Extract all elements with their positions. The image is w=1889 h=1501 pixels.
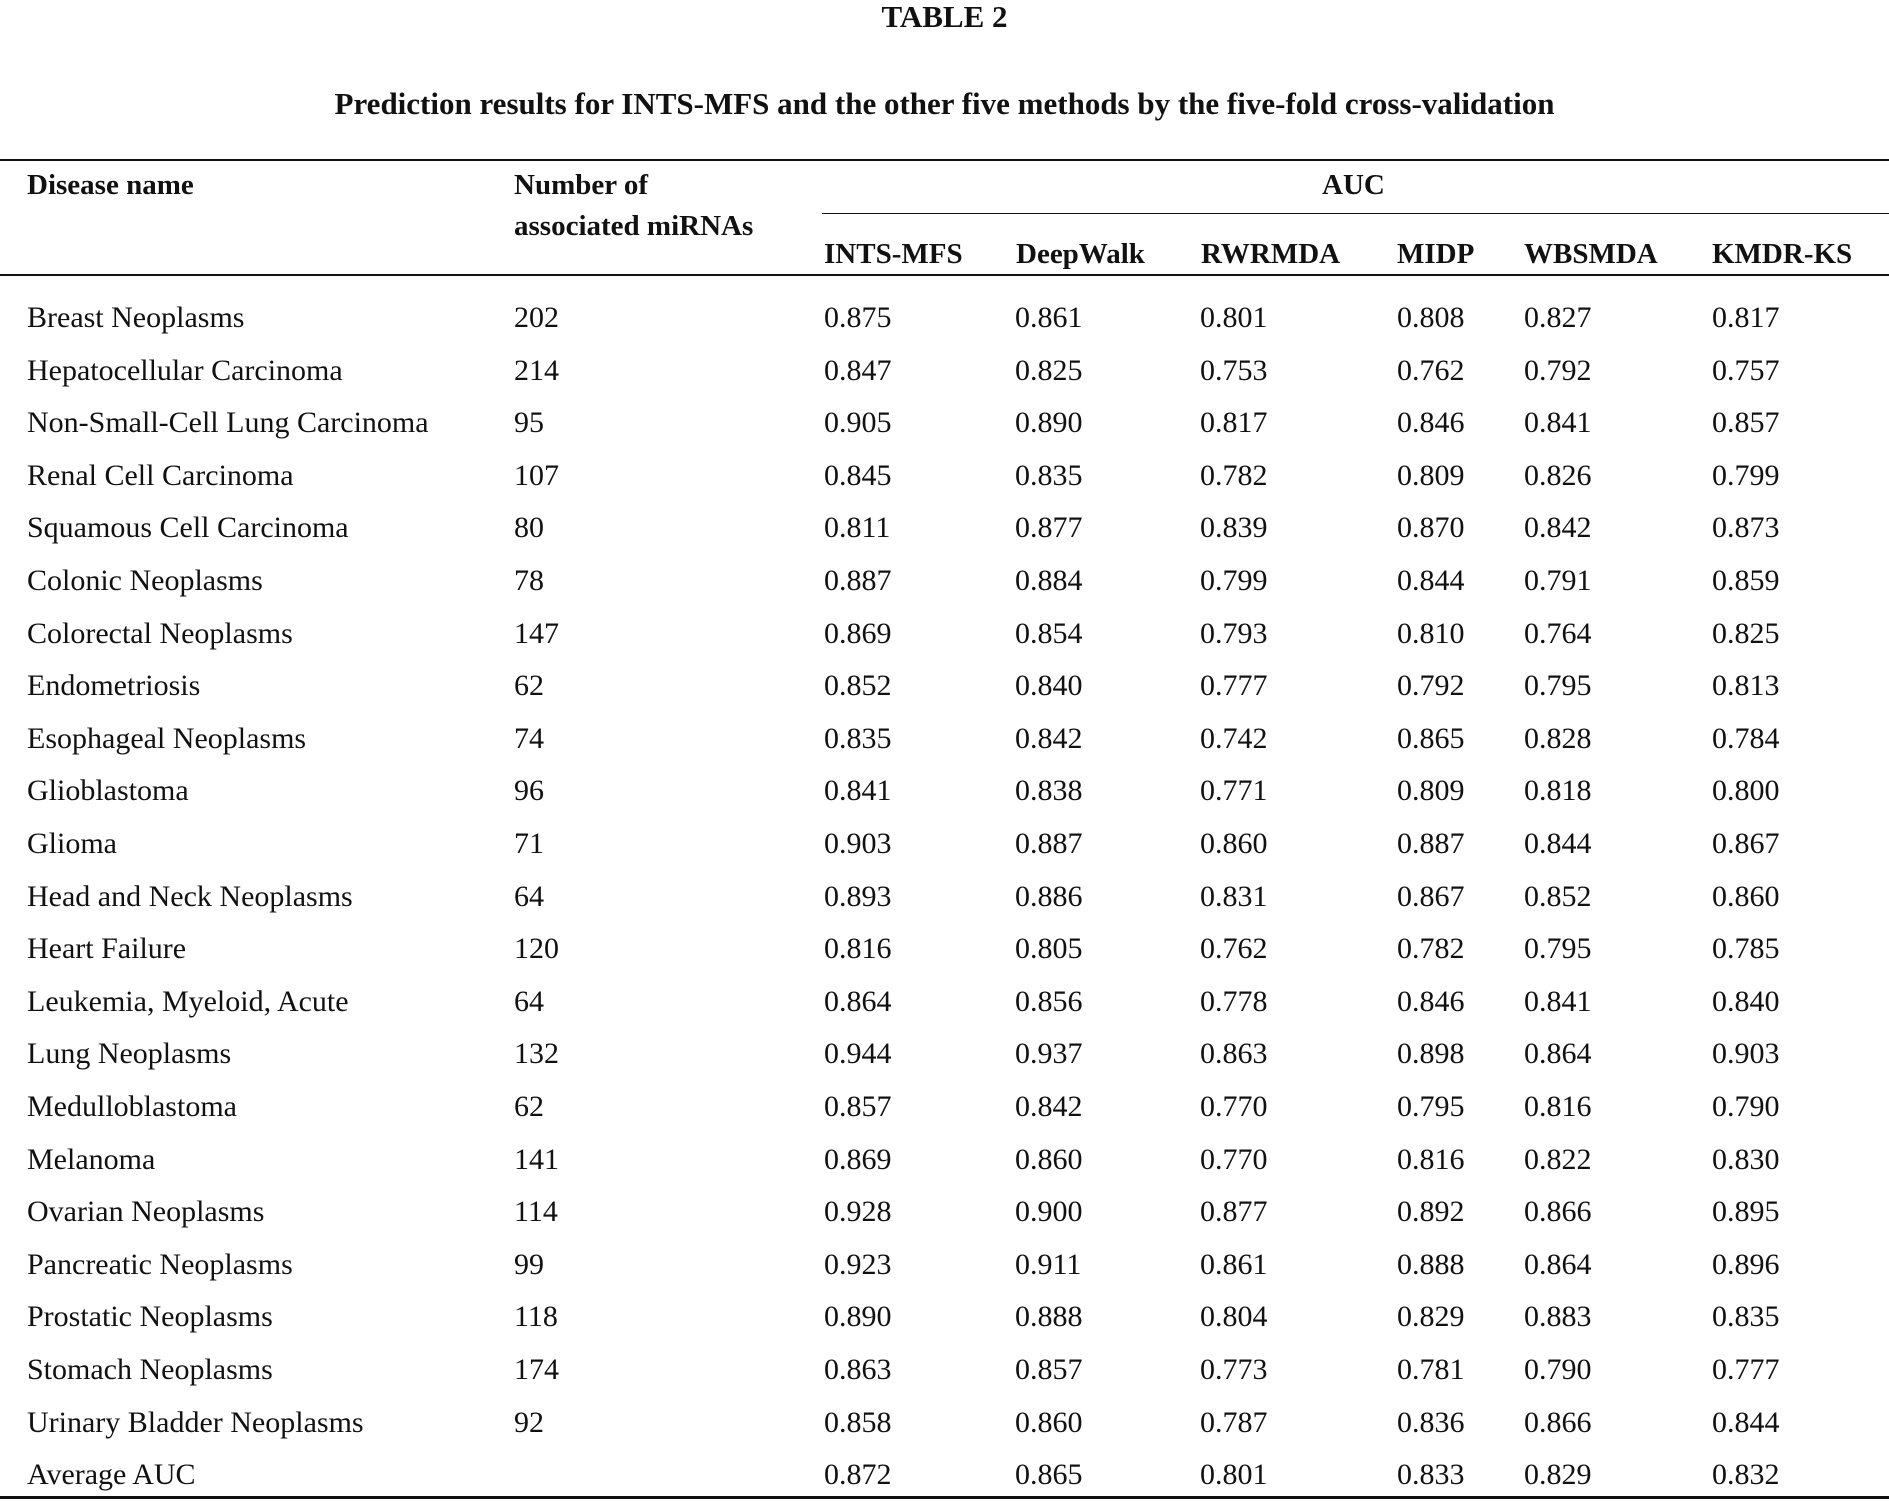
associated-mirna-count-cell: 99 [514, 1248, 544, 1281]
auc-value-cell: 0.903 [1712, 1037, 1780, 1070]
auc-value-cell: 0.809 [1397, 774, 1465, 807]
auc-value-cell: 0.762 [1200, 932, 1268, 965]
auc-value-cell: 0.898 [1397, 1037, 1465, 1070]
associated-mirna-count-cell: 174 [514, 1353, 559, 1386]
auc-value-cell: 0.903 [824, 827, 892, 860]
auc-value-cell: 0.911 [1015, 1248, 1082, 1281]
associated-mirna-count-cell: 141 [514, 1143, 559, 1176]
auc-value-cell: 0.808 [1397, 301, 1465, 334]
auc-value-cell: 0.869 [824, 1143, 892, 1176]
auc-value-cell: 0.799 [1200, 564, 1268, 597]
auc-value-cell: 0.795 [1524, 669, 1592, 702]
disease-name-cell: Endometriosis [27, 669, 201, 702]
auc-value-cell: 0.905 [824, 406, 892, 439]
auc-value-cell: 0.811 [824, 511, 891, 544]
auc-value-cell: 0.846 [1397, 406, 1465, 439]
auc-value-cell: 0.792 [1397, 669, 1465, 702]
auc-value-cell: 0.900 [1015, 1195, 1083, 1228]
auc-value-cell: 0.781 [1397, 1353, 1465, 1386]
disease-name-cell: Renal Cell Carcinoma [27, 459, 294, 492]
auc-value-cell: 0.870 [1397, 511, 1465, 544]
auc-value-cell: 0.832 [1712, 1458, 1780, 1491]
auc-value-cell: 0.810 [1397, 617, 1465, 650]
auc-value-cell: 0.883 [1524, 1300, 1592, 1333]
auc-value-cell: 0.866 [1524, 1406, 1592, 1439]
auc-value-cell: 0.838 [1015, 774, 1083, 807]
auc-value-cell: 0.864 [1524, 1248, 1592, 1281]
header-method-deepwalk: DeepWalk [1016, 238, 1145, 270]
auc-value-cell: 0.859 [1712, 564, 1780, 597]
auc-value-cell: 0.790 [1524, 1353, 1592, 1386]
auc-value-cell: 0.828 [1524, 722, 1592, 755]
disease-name-cell: Ovarian Neoplasms [27, 1195, 265, 1228]
auc-value-cell: 0.801 [1200, 301, 1268, 334]
auc-value-cell: 0.928 [824, 1195, 892, 1228]
auc-value-cell: 0.887 [1397, 827, 1465, 860]
auc-value-cell: 0.846 [1397, 985, 1465, 1018]
auc-value-cell: 0.830 [1712, 1143, 1780, 1176]
header-method-kmdr-ks: KMDR-KS [1712, 238, 1853, 270]
associated-mirna-count-cell: 107 [514, 459, 559, 492]
auc-value-cell: 0.777 [1200, 669, 1268, 702]
auc-value-cell: 0.873 [1712, 511, 1780, 544]
auc-value-cell: 0.835 [1015, 459, 1083, 492]
auc-value-cell: 0.829 [1524, 1458, 1592, 1491]
disease-name-cell: Squamous Cell Carcinoma [27, 511, 349, 544]
auc-value-cell: 0.886 [1015, 880, 1083, 913]
auc-value-cell: 0.857 [1015, 1353, 1083, 1386]
associated-mirna-count-cell: 214 [514, 354, 559, 387]
disease-name-cell: Medulloblastoma [27, 1090, 237, 1123]
auc-value-cell: 0.809 [1397, 459, 1465, 492]
associated-mirna-count-cell: 71 [514, 827, 544, 860]
auc-value-cell: 0.893 [824, 880, 892, 913]
associated-mirna-count-cell: 62 [514, 669, 544, 702]
auc-value-cell: 0.841 [1524, 985, 1592, 1018]
associated-mirna-count-cell: 120 [514, 932, 559, 965]
associated-mirna-count-cell: 147 [514, 617, 559, 650]
auc-value-cell: 0.937 [1015, 1037, 1083, 1070]
auc-value-cell: 0.840 [1015, 669, 1083, 702]
auc-value-cell: 0.844 [1712, 1406, 1780, 1439]
disease-name-cell: Head and Neck Neoplasms [27, 880, 353, 913]
auc-value-cell: 0.865 [1015, 1458, 1083, 1491]
disease-name-cell: Average AUC [27, 1458, 196, 1491]
auc-value-cell: 0.845 [824, 459, 892, 492]
disease-name-cell: Prostatic Neoplasms [27, 1300, 273, 1333]
auc-value-cell: 0.782 [1397, 932, 1465, 965]
disease-name-cell: Stomach Neoplasms [27, 1353, 273, 1386]
auc-value-cell: 0.770 [1200, 1090, 1268, 1123]
auc-value-cell: 0.872 [824, 1458, 892, 1491]
auc-value-cell: 0.842 [1015, 722, 1083, 755]
auc-value-cell: 0.778 [1200, 985, 1268, 1018]
auc-value-cell: 0.875 [824, 301, 892, 334]
auc-value-cell: 0.835 [1712, 1300, 1780, 1333]
auc-value-cell: 0.742 [1200, 722, 1268, 755]
associated-mirna-count-cell: 64 [514, 880, 544, 913]
auc-value-cell: 0.944 [824, 1037, 892, 1070]
auc-value-cell: 0.863 [1200, 1037, 1268, 1070]
associated-mirna-count-cell: 202 [514, 301, 559, 334]
auc-value-cell: 0.841 [1524, 406, 1592, 439]
header-method-wbsmda: WBSMDA [1524, 238, 1658, 270]
auc-value-cell: 0.833 [1397, 1458, 1465, 1491]
auc-value-cell: 0.836 [1397, 1406, 1465, 1439]
associated-mirna-count-cell: 80 [514, 511, 544, 544]
header-num-assoc-line2: associated miRNAs [514, 210, 754, 242]
auc-value-cell: 0.839 [1200, 511, 1268, 544]
auc-value-cell: 0.805 [1015, 932, 1083, 965]
auc-value-cell: 0.816 [1524, 1090, 1592, 1123]
auc-value-cell: 0.858 [824, 1406, 892, 1439]
auc-value-cell: 0.888 [1397, 1248, 1465, 1281]
associated-mirna-count-cell: 64 [514, 985, 544, 1018]
auc-value-cell: 0.764 [1524, 617, 1592, 650]
header-method-ints-mfs: INTS-MFS [824, 238, 963, 270]
auc-value-cell: 0.854 [1015, 617, 1083, 650]
auc-value-cell: 0.826 [1524, 459, 1592, 492]
auc-value-cell: 0.852 [1524, 880, 1592, 913]
auc-value-cell: 0.753 [1200, 354, 1268, 387]
auc-value-cell: 0.795 [1524, 932, 1592, 965]
disease-name-cell: Lung Neoplasms [27, 1037, 232, 1070]
auc-value-cell: 0.844 [1524, 827, 1592, 860]
auc-value-cell: 0.884 [1015, 564, 1083, 597]
associated-mirna-count-cell: 62 [514, 1090, 544, 1123]
auc-value-cell: 0.856 [1015, 985, 1083, 1018]
auc-value-cell: 0.877 [1015, 511, 1083, 544]
auc-value-cell: 0.793 [1200, 617, 1268, 650]
auc-value-cell: 0.864 [824, 985, 892, 1018]
auc-value-cell: 0.829 [1397, 1300, 1465, 1333]
auc-value-cell: 0.890 [1015, 406, 1083, 439]
auc-value-cell: 0.842 [1015, 1090, 1083, 1123]
auc-value-cell: 0.835 [824, 722, 892, 755]
associated-mirna-count-cell: 114 [514, 1195, 558, 1228]
auc-value-cell: 0.816 [1397, 1143, 1465, 1176]
auc-value-cell: 0.813 [1712, 669, 1780, 702]
auc-value-cell: 0.890 [824, 1300, 892, 1333]
auc-value-cell: 0.771 [1200, 774, 1268, 807]
auc-value-cell: 0.801 [1200, 1458, 1268, 1491]
disease-name-cell: Non-Small-Cell Lung Carcinoma [27, 406, 429, 439]
auc-value-cell: 0.852 [824, 669, 892, 702]
disease-name-cell: Heart Failure [27, 932, 187, 965]
auc-value-cell: 0.816 [824, 932, 892, 965]
auc-value-cell: 0.770 [1200, 1143, 1268, 1176]
auc-value-cell: 0.861 [1200, 1248, 1268, 1281]
auc-value-cell: 0.825 [1015, 354, 1083, 387]
auc-value-cell: 0.800 [1712, 774, 1780, 807]
associated-mirna-count-cell: 96 [514, 774, 544, 807]
auc-value-cell: 0.923 [824, 1248, 892, 1281]
auc-value-cell: 0.860 [1712, 880, 1780, 913]
auc-value-cell: 0.887 [1015, 827, 1083, 860]
auc-value-cell: 0.787 [1200, 1406, 1268, 1439]
auc-value-cell: 0.857 [1712, 406, 1780, 439]
associated-mirna-count-cell: 92 [514, 1406, 544, 1439]
auc-value-cell: 0.861 [1015, 301, 1083, 334]
auc-value-cell: 0.865 [1397, 722, 1465, 755]
associated-mirna-count-cell: 95 [514, 406, 544, 439]
associated-mirna-count-cell: 132 [514, 1037, 559, 1070]
auc-value-cell: 0.818 [1524, 774, 1592, 807]
disease-name-cell: Hepatocellular Carcinoma [27, 354, 343, 387]
disease-name-cell: Colonic Neoplasms [27, 564, 263, 597]
disease-name-cell: Breast Neoplasms [27, 301, 245, 334]
header-num-assoc-line1: Number of [514, 169, 648, 201]
disease-name-cell: Melanoma [27, 1143, 156, 1176]
disease-name-cell: Glioblastoma [27, 774, 189, 807]
auc-value-cell: 0.841 [824, 774, 892, 807]
auc-value-cell: 0.791 [1524, 564, 1592, 597]
header-disease-name: Disease name [27, 169, 194, 201]
auc-value-cell: 0.863 [824, 1353, 892, 1386]
auc-value-cell: 0.817 [1200, 406, 1268, 439]
header-method-rwrmda: RWRMDA [1201, 238, 1341, 270]
disease-name-cell: Colorectal Neoplasms [27, 617, 293, 650]
associated-mirna-count-cell: 74 [514, 722, 544, 755]
table-label: TABLE 2 [881, 0, 1008, 34]
auc-value-cell: 0.799 [1712, 459, 1780, 492]
auc-value-cell: 0.844 [1397, 564, 1465, 597]
auc-value-cell: 0.896 [1712, 1248, 1780, 1281]
auc-value-cell: 0.867 [1712, 827, 1780, 860]
auc-value-cell: 0.869 [824, 617, 892, 650]
auc-value-cell: 0.860 [1015, 1406, 1083, 1439]
auc-value-cell: 0.831 [1200, 880, 1268, 913]
auc-value-cell: 0.804 [1200, 1300, 1268, 1333]
auc-value-cell: 0.785 [1712, 932, 1780, 965]
disease-name-cell: Leukemia, Myeloid, Acute [27, 985, 349, 1018]
auc-value-cell: 0.792 [1524, 354, 1592, 387]
auc-value-cell: 0.867 [1397, 880, 1465, 913]
header-method-midp: MIDP [1397, 238, 1475, 270]
auc-value-cell: 0.784 [1712, 722, 1780, 755]
disease-name-cell: Urinary Bladder Neoplasms [27, 1406, 364, 1439]
auc-value-cell: 0.782 [1200, 459, 1268, 492]
auc-value-cell: 0.860 [1200, 827, 1268, 860]
header-auc-group: AUC [1322, 169, 1385, 201]
auc-value-cell: 0.773 [1200, 1353, 1268, 1386]
auc-value-cell: 0.847 [824, 354, 892, 387]
auc-value-cell: 0.866 [1524, 1195, 1592, 1228]
disease-name-cell: Esophageal Neoplasms [27, 722, 307, 755]
auc-value-cell: 0.857 [824, 1090, 892, 1123]
auc-value-cell: 0.822 [1524, 1143, 1592, 1176]
associated-mirna-count-cell: 78 [514, 564, 544, 597]
auc-value-cell: 0.842 [1524, 511, 1592, 544]
auc-value-cell: 0.762 [1397, 354, 1465, 387]
auc-value-cell: 0.892 [1397, 1195, 1465, 1228]
associated-mirna-count-cell: 118 [514, 1300, 558, 1333]
auc-value-cell: 0.864 [1524, 1037, 1592, 1070]
auc-value-cell: 0.825 [1712, 617, 1780, 650]
auc-value-cell: 0.827 [1524, 301, 1592, 334]
auc-value-cell: 0.817 [1712, 301, 1780, 334]
auc-value-cell: 0.888 [1015, 1300, 1083, 1333]
auc-value-cell: 0.790 [1712, 1090, 1780, 1123]
auc-value-cell: 0.887 [824, 564, 892, 597]
auc-value-cell: 0.877 [1200, 1195, 1268, 1228]
auc-value-cell: 0.795 [1397, 1090, 1465, 1123]
table-caption: Prediction results for INTS-MFS and the other five methods by the five-fold cross-validation [334, 86, 1555, 121]
disease-name-cell: Glioma [27, 827, 117, 860]
auc-value-cell: 0.895 [1712, 1195, 1780, 1228]
auc-value-cell: 0.777 [1712, 1353, 1780, 1386]
disease-name-cell: Pancreatic Neoplasms [27, 1248, 293, 1281]
auc-value-cell: 0.840 [1712, 985, 1780, 1018]
auc-value-cell: 0.757 [1712, 354, 1780, 387]
auc-value-cell: 0.860 [1015, 1143, 1083, 1176]
